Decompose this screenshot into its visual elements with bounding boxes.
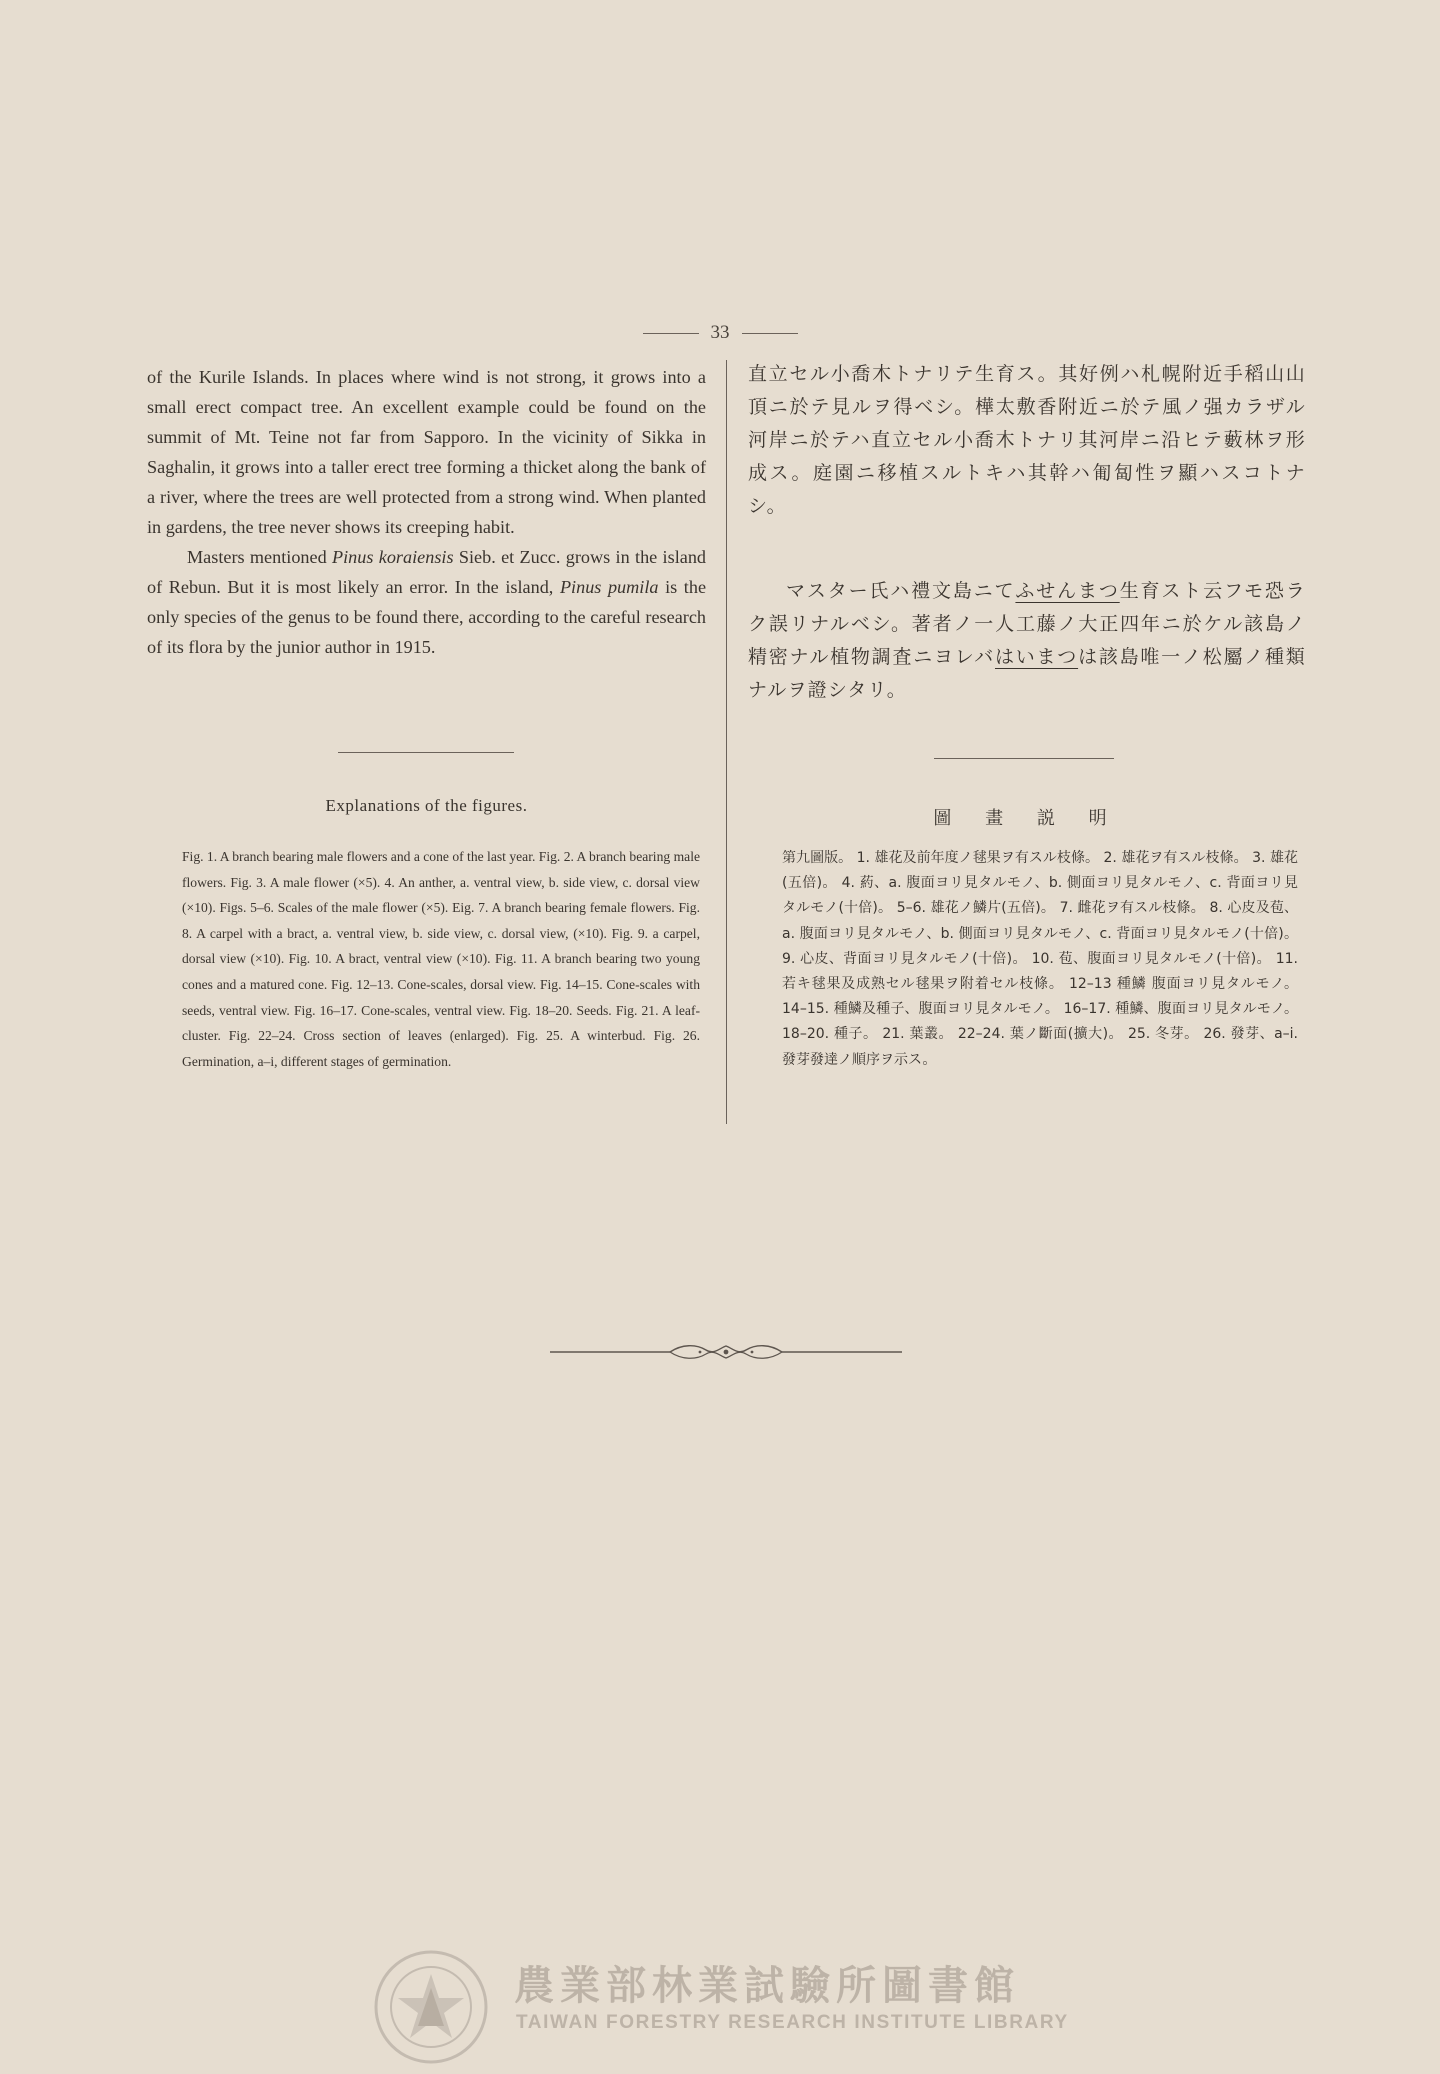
paragraph-2-middle: Sieb. et Zucc. grows in the island of Rebun. But it is most likely an error. In the island, <box>147 547 707 597</box>
english-paragraph-2 <box>147 542 706 662</box>
fusenmatsu-underlined: ふせんまつ <box>1015 580 1120 602</box>
ornament-divider-icon <box>550 1340 902 1364</box>
paragraph-2-end: is the only species of the genus to be found there, according to the careful research of its flora by the junior author in 1915. <box>147 577 707 657</box>
english-figures-heading: Explanations of the figures. <box>325 796 528 815</box>
species-pinus-koraiensis: Pinus koraiensis <box>332 547 454 567</box>
japanese-figures-explanation: 第九圖版。 1. 雄花及前年度ノ毬果ヲ有スル枝條。 2. 雄花ヲ有スル枝條。 3. 雄花(五倍)。 4. 葯、a. 腹面ヨリ見タルモノ、b. 側面ヨリ見タルモノ、c. 背面ヨリ見タルモノ(十倍)。 5–6. 雄花ノ鱗片(五倍)。 7. 雌花ヲ有スル枝條。 8. 心皮及苞、a. 腹面ヨリ見タルモノ、b. 側面ヨリ見タルモノ、c. 背面ヨリ見タルモノ(十倍)。 9. 心皮、背面ヨリ見タルモノ(十倍)。 10. 苞、腹面ヨリ見タルモノ(十倍)。 11. 若キ毬果及成熟セル毬果ヲ附着セル枝條。 12–13 種鱗 腹面ヨリ見タルモノ。 14–15. 種鱗及種子、腹面ヨリ見タルモノ。 16–17. 種鱗、腹面ヨリ見タルモノ。 18–20. 種子。 21. 葉叢。 22–24. 葉ノ斷面(擴大)。 25. 冬芽。 26. 發芽、a–i. 發芽發達ノ順序ヲ示ス。 <box>782 850 1298 1068</box>
english-figures-explanation: Fig. 1. A branch bearing male flowers and a cone of the last year. Fig. 2. A branch bearing male flowers. Fig. 3. A male flower (×5). 4. An anther, a. ventral view, b. side view, c. dorsal view (×10). Figs. 5–6. Scales of the male flower (×5). Eig. 7. A branch bearing female flowers. Fig. 8. A carpel with a bract, a. ventral view, b. side view, c. dorsal view, (×10). Fig. 9. a carpel, dorsal view (×10). Fig. 10. A bract, ventral view (×10). Fig. 11. A branch bearing two young cones and a matured cone. Fig. 12–13. Cone-scales, dorsal view. Fig. 14–15. Cone-scales with seeds, ventral view. Fig. 16–17. Cone-scales, ventral view. Fig. 18–20. Seeds. Fig. 21. A leaf-cluster. Fig. 22–24. Cross section of leaves (enlarged). Fig. 25. A winterbud. Fig. 26. Germination, a–i, different stages of germination. <box>182 849 700 1069</box>
page-number-dash-left <box>643 333 699 334</box>
column-divider <box>726 360 727 1124</box>
english-column <box>147 362 706 662</box>
japanese-paragraph-2 <box>748 575 1306 707</box>
japanese-section-rule <box>934 758 1114 759</box>
japanese-column <box>748 358 1306 707</box>
library-name-chinese: 農業部林業試驗所圖書館 <box>514 1963 1020 2009</box>
english-paragraph-1: of the Kurile Islands. In places where wind is not strong, it grows into a small erect compact tree. An excellent example could be found on the summit of Mt. Teine not far from Sapporo. In the vicinity of Sikka in Saghalin, it grows into a taller erect tree forming a thicket along the bank of a river, where the trees are well protected from a strong wind. When planted in gardens, the tree never shows its creeping habit. <box>147 367 706 537</box>
masters-text: Masters mentioned <box>187 547 327 567</box>
english-section-rule <box>338 752 514 753</box>
japanese-paragraph-2-c: は該島唯一ノ松屬ノ種類ナルヲ證シタリ。 <box>748 646 1306 701</box>
library-watermark <box>372 1948 1072 2048</box>
haimatsu-underlined: はいまつ <box>994 646 1079 668</box>
page-number-dash-right <box>742 333 798 334</box>
japanese-paragraph-2-a: マスター氏ハ禮文島ニて <box>786 580 1016 602</box>
species-pinus-pumila: Pinus pumila <box>559 577 659 597</box>
page-number-text: 33 <box>710 322 730 343</box>
library-name-english: TAIWAN FORESTRY RESEARCH INSTITUTE LIBRARY <box>516 2012 1069 2033</box>
japanese-figures-heading: 圖 畫 説 明 <box>933 808 1121 829</box>
page-number <box>0 322 1440 344</box>
japanese-paragraph-2-b: 生育スト云フモ恐ラク誤リナルベシ。著者ノ一人工藤ノ大正四年ニ於ケル該島ノ精密ナル植物調査ニヨレバ <box>748 580 1306 668</box>
japanese-paragraph-1: 直立セル小喬木トナリテ生育ス。其好例ハ札幌附近手稻山山頂ニ於テ見ルヲ得ベシ。樺太敷香附近ニ於テ風ノ强カラザル河岸ニ於テハ直立セル小喬木トナリ其河岸ニ沿ヒテ藪林ヲ形成ス。庭園ニ移植スルトキハ其幹ハ匍匐性ヲ顯ハスコトナシ。 <box>748 363 1306 517</box>
library-seal-icon <box>372 1948 490 2066</box>
